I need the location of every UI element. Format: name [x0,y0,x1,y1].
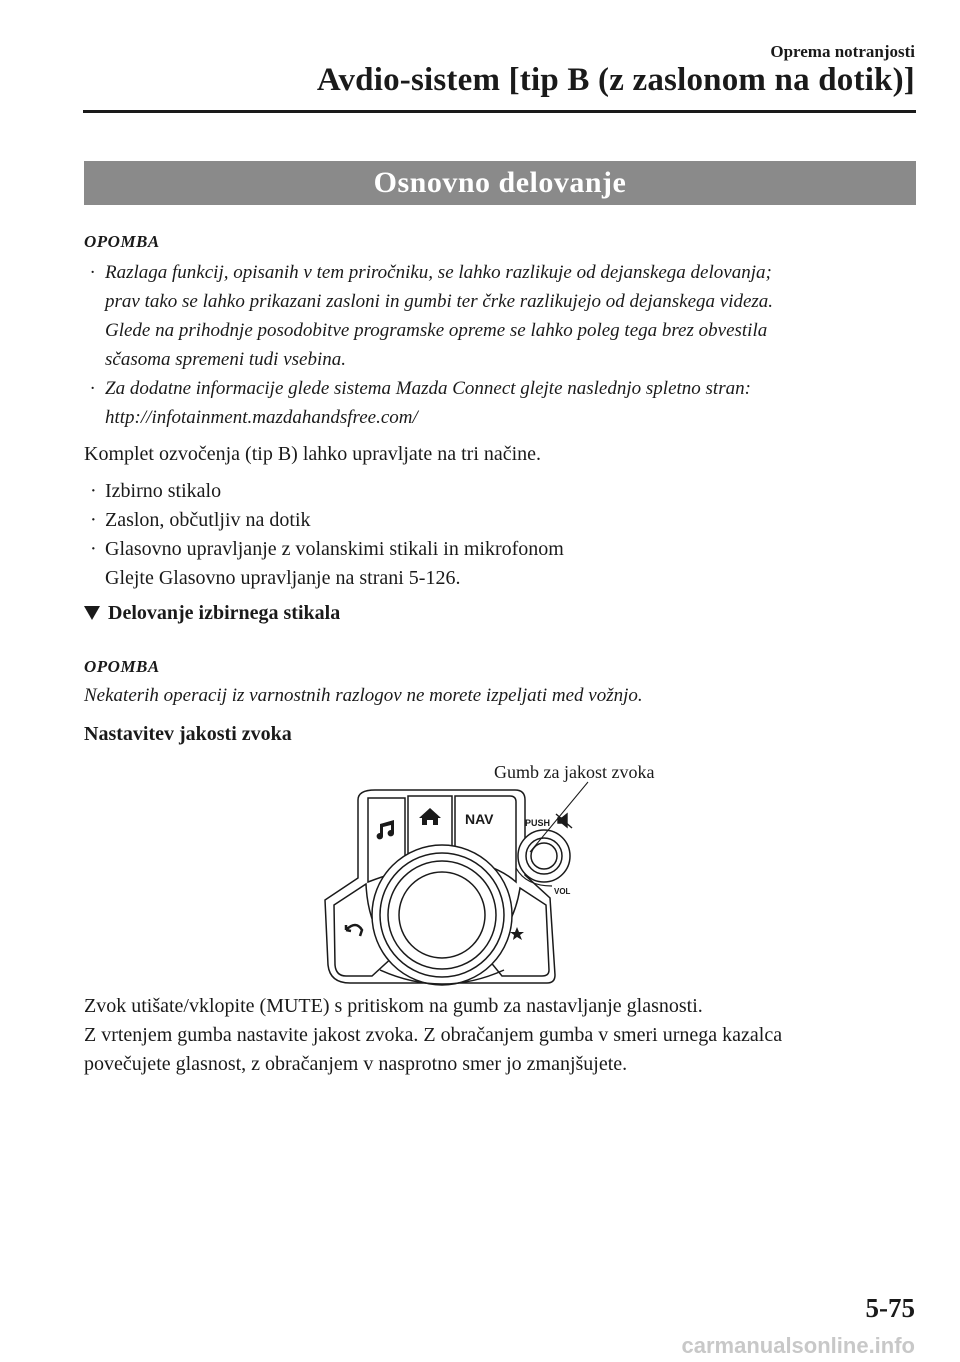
text-line: Glede na prihodnje posodobitve programske opreme se lahko poleg tega brez obvestila [105,320,768,341]
watermark: carmanualsonline.info [681,1333,915,1358]
bullet-dot: · [90,538,97,560]
note-label: OPOMBA [84,657,160,676]
commander-knob-figure [320,780,620,990]
subsection-title: Delovanje izbirnega stikala [108,602,341,624]
figure-callout: Gumb za jakost zvoka [494,762,655,782]
header-section: Oprema notranjosti [770,42,915,61]
note-bullets [84,258,914,432]
header-rule [83,110,916,113]
mute-speaker-icon [556,814,572,828]
text-line: Z vrtenjem gumba nastavite jakost zvoka. Z obračanjem gumba v smeri urnega kazalca [84,1024,783,1046]
list-item [84,535,914,593]
note-label: OPOMBA [84,232,160,251]
text-line: http://infotainment.mazdahandsfree.com/ [105,407,418,428]
note-text: Nekaterih operacij iz varnostnih razlogov ne morete izpeljati med vožnjo. [84,685,643,706]
page-number: 5-75 [865,1293,915,1323]
nav-label: NAV [465,811,494,827]
list-item-text [105,535,564,593]
volume-heading: Nastavitev jakosti zvoka [84,723,292,745]
note-bullet [84,374,914,432]
list-item-text: Izbirno stikalo [105,480,222,502]
list-item-text: Zaslon, občutljiv na dotik [105,509,311,531]
text-line: Glasovno upravljanje z volanskimi stikali in mikrofonom [105,538,564,560]
push-label: PUSH [525,818,551,828]
list-item [84,477,914,506]
note-bullet-text [105,258,773,374]
bullet-dot: · [90,378,95,399]
text-line: prav tako se lahko prikazani zasloni in gumbi ter črke razlikujejo od dejanskega videza. [105,291,774,312]
bullet-dot: · [90,262,95,283]
header-title: Avdio-sistem [tip B (z zaslonom na dotik)] [316,62,915,98]
closing-text [84,992,914,1079]
section-banner: Osnovno delovanje [84,161,916,205]
text-line: Zvok utišate/vklopite (MUTE) s pritiskom na gumb za nastavljanje glasnosti. [84,995,703,1017]
text-line: sčasoma spremeni tudi vsebina. [105,349,346,370]
text-line: Za dodatne informacije glede sistema Mazda Connect glejte naslednjo spletno stran: [105,378,751,399]
triangle-marker-icon [84,606,100,620]
methods-list [84,477,914,593]
note-bullet [84,258,914,374]
intro-text: Komplet ozvočenja (tip B) lahko upravljate na tri načine. [84,443,542,465]
knob-center [399,872,485,958]
vol-label: VOL [554,887,571,896]
note-bullet-text [105,374,751,432]
text-line: Glejte Glasovno upravljanje na strani 5-126. [105,567,461,589]
bullet-dot: · [90,480,97,502]
text-line: povečujete glasnost, z obračanjem v nasprotno smer jo zmanjšujete. [84,1053,628,1075]
subsection-heading [84,599,340,628]
text-line: Razlaga funkcij, opisanih v tem priročniku, se lahko razlikuje od dejanskega delovanja; [105,262,772,283]
bullet-dot: · [90,509,97,531]
list-item [84,506,914,535]
volume-knob-cap [531,843,557,869]
